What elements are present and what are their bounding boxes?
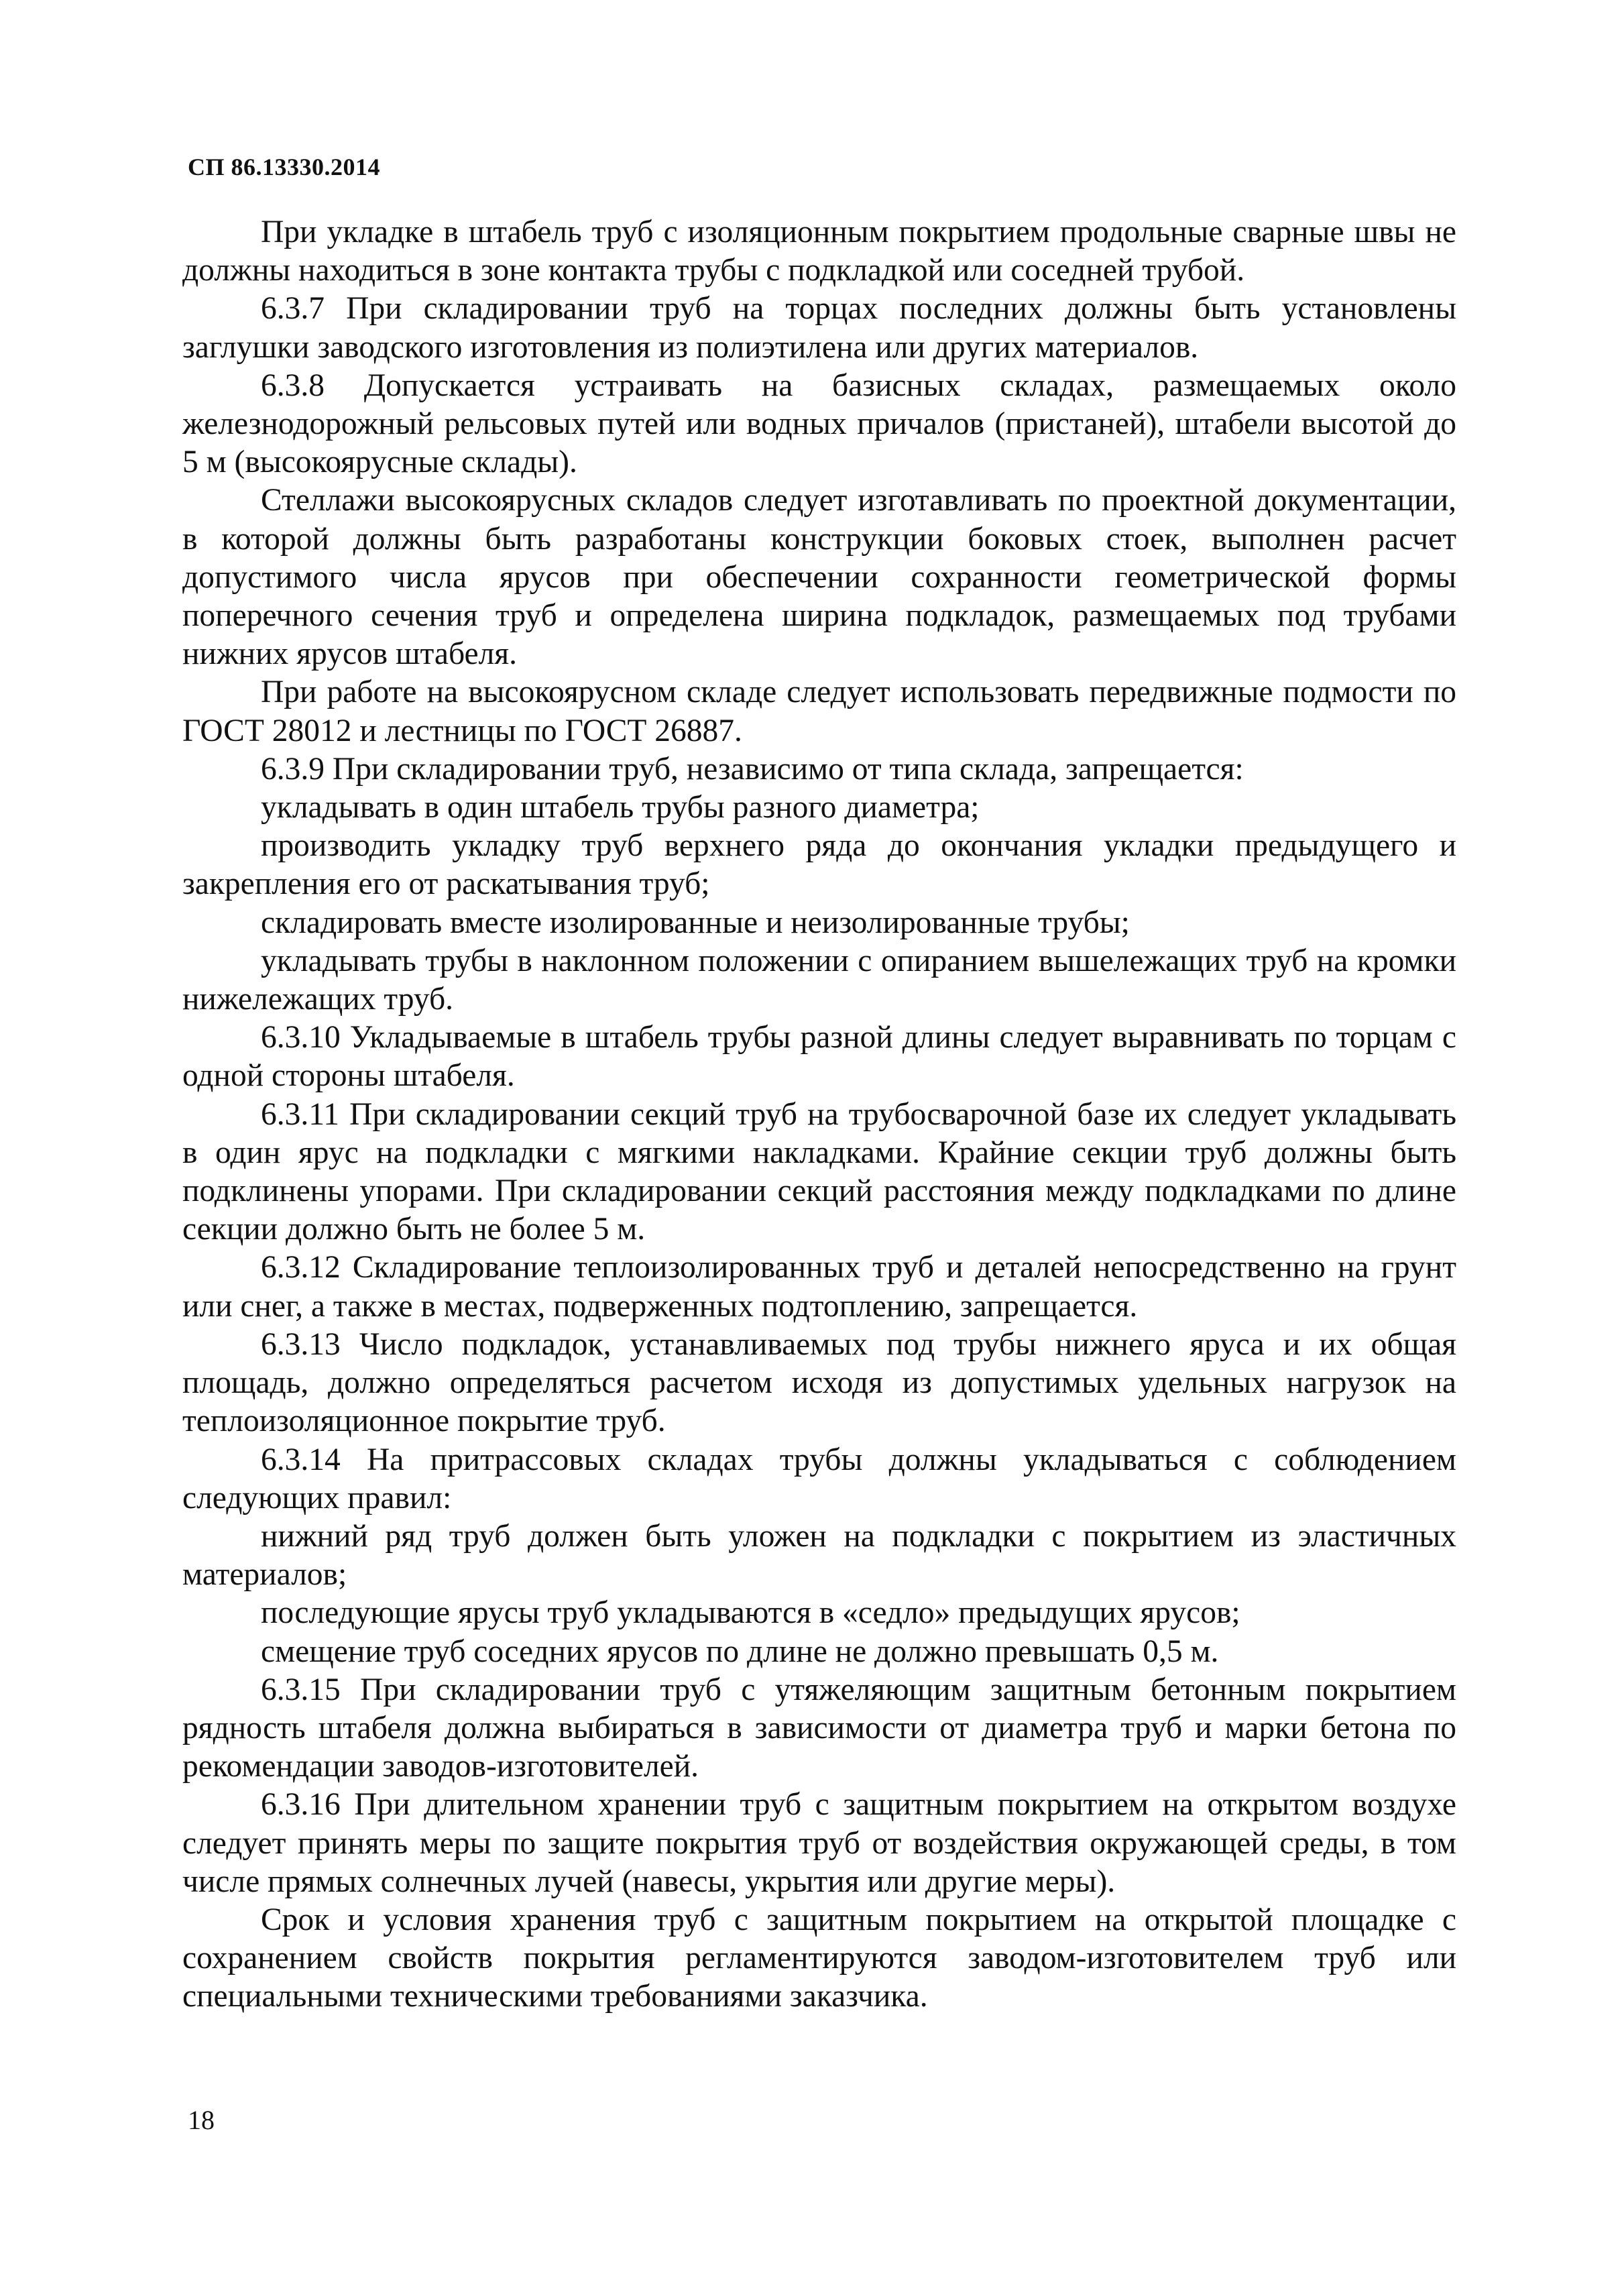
paragraph: укладывать в один штабель трубы разного диаметра;	[261, 790, 980, 825]
paragraph: 6.3.16 При длительном хранении труб с защитным покрытием на открытом воздухе следует принять меры по защите покрытия труб от воздействия окружающей среды, в том числе прямых солнечных лучей (навесы, укрытия или другие меры).	[182, 1787, 1456, 1899]
paragraph: укладывать трубы в наклонном положении с опиранием вышележащих труб на кромки нижележащих труб.	[182, 943, 1456, 1017]
paragraph: 6.3.10 Укладываемые в штабель трубы разной длины следует выравнивать по торцам с одной стороны штабеля.	[182, 1020, 1456, 1094]
paragraph: Стеллажи высокоярусных складов следует изготавливать по проектной документации, в которой должны быть разработаны конструкции боковых стоек, выполнен расчет допустимого числа ярусов при обеспечении сохранности геометрической формы поперечного сечения труб и определена ширина подкладок, размещаемых под трубами нижних ярусов штабеля.	[182, 483, 1456, 672]
paragraph: производить укладку труб верхнего ряда до окончания укладки предыдущего и закрепления его от раскатывания труб;	[182, 828, 1456, 902]
paragraph: При работе на высокоярусном складе следует использовать передвижные подмости по ГОСТ 28012 и лестницы по ГОСТ 26887.	[182, 675, 1456, 748]
paragraph: смещение труб соседних ярусов по длине не должно превышать 0,5 м.	[261, 1633, 1219, 1669]
paragraph: 6.3.7 При складировании труб на торцах последних должны быть установлены заглушки заводского изготовления из полиэтилена или других материалов.	[182, 291, 1456, 365]
document-body	[182, 213, 1456, 2016]
paragraph: 6.3.9 При складировании труб, независимо от типа склада, запрещается:	[261, 751, 1244, 787]
paragraph: Срок и условия хранения труб с защитным покрытием на открытой площадке с сохранением свойств покрытия регламентируются заводом-изготовителем труб или специальными техническими требованиями заказчика.	[182, 1902, 1456, 2014]
page-number: 18	[188, 2105, 215, 2135]
paragraph: 6.3.14 На притрассовых складах трубы должны укладываться с соблюдением следующих правил:	[182, 1442, 1456, 1515]
paragraph: 6.3.11 При складировании секций труб на трубосварочной базе их следует укладывать в один ярус на подкладки с мягкими накладками. Крайние секции труб должны быть подклинены упорами. При складировании секций расстояния между подкладками по длине секции должно быть не более 5 м.	[182, 1096, 1456, 1247]
paragraph: 6.3.12 Складирование теплоизолированных труб и деталей непосредственно на грунт или снег, а также в местах, подверженных подтоплению, запрещается.	[182, 1250, 1456, 1324]
document-code-header: СП 86.13330.2014	[188, 154, 380, 180]
paragraph: При укладке в штабель труб с изоляционным покрытием продольные сварные швы не должны находиться в зоне контакта трубы с подкладкой или соседней трубой.	[182, 215, 1456, 288]
paragraph: нижний ряд труб должен быть уложен на подкладки с покрытием из эластичных материалов;	[182, 1518, 1456, 1593]
paragraph: последующие ярусы труб укладываются в «седло» предыдущих ярусов;	[261, 1595, 1240, 1631]
paragraph: 6.3.13 Число подкладок, устанавливаемых под трубы нижнего яруса и их общая площадь, должно определяться расчетом исходя из допустимых удельных нагрузок на теплоизоляционное покрытие труб.	[182, 1326, 1456, 1439]
paragraph: 6.3.15 При складировании труб с утяжеляющим защитным бетонным покрытием рядность штабеля должна выбираться в зависимости от диаметра труб и марки бетона по рекомендации заводов-изготовителей.	[182, 1672, 1456, 1784]
paragraph: 6.3.8 Допускается устраивать на базисных складах, размещаемых около железнодорожный рельсовых путей или водных причалов (пристаней), штабели высотой до 5 м (высокоярусные склады).	[182, 367, 1456, 480]
paragraph: складировать вместе изолированные и неизолированные трубы;	[261, 905, 1130, 940]
